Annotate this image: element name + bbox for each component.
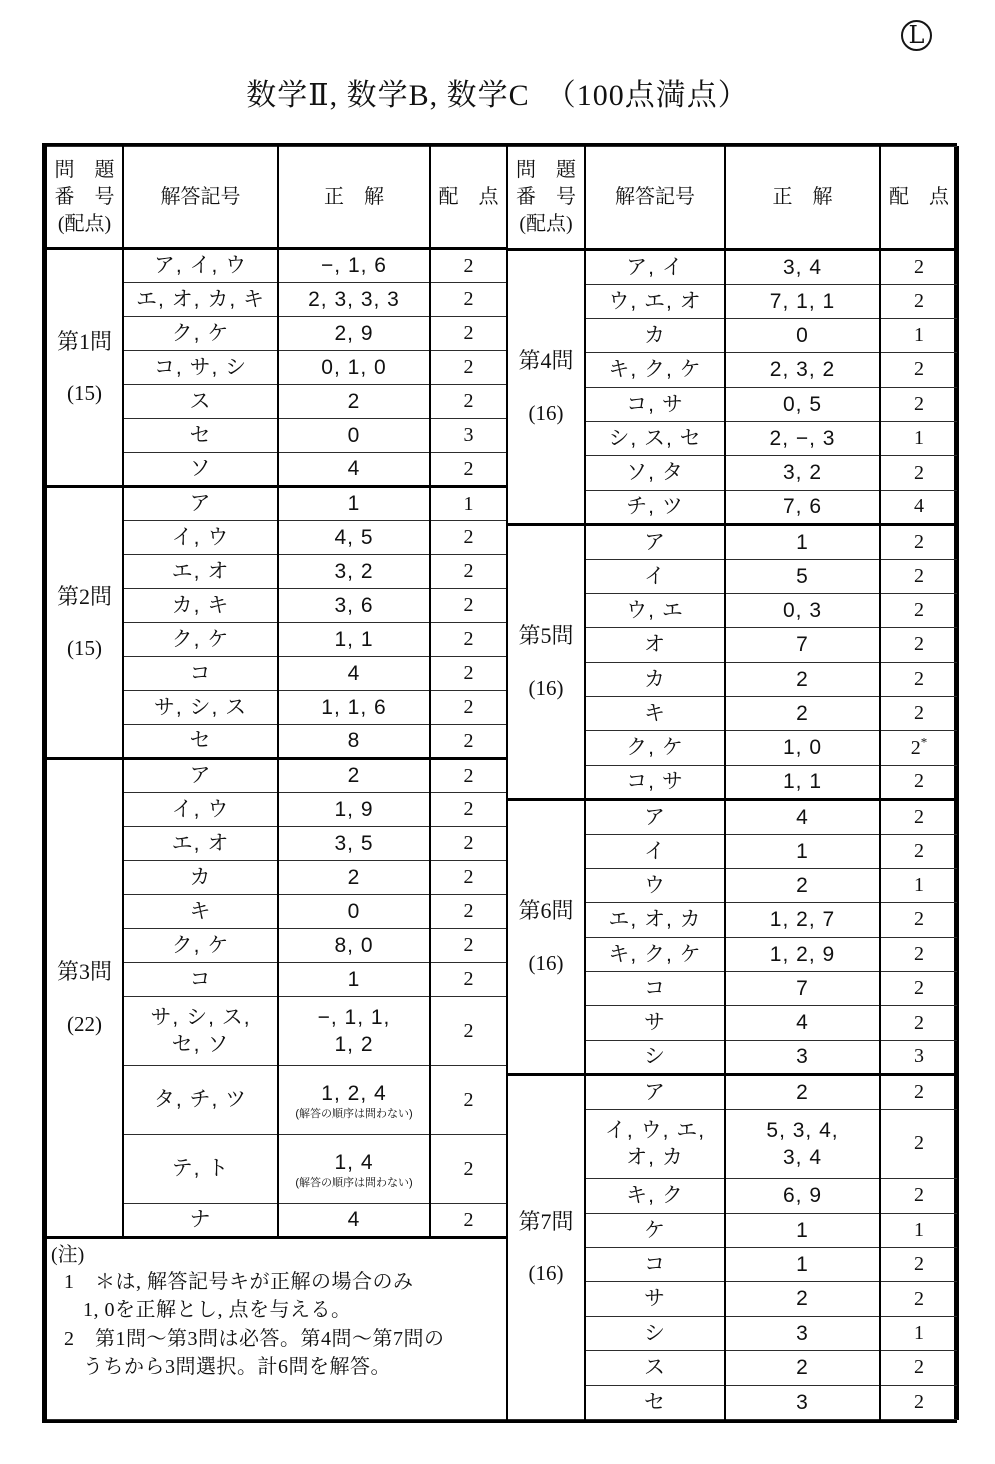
note-heading: (注) bbox=[51, 1244, 85, 1266]
table-row bbox=[46, 759, 507, 793]
correct-answer-cell: 0, 3 bbox=[725, 593, 880, 627]
correct-answer-cell: 1, 2, 4 (解答の順序は問わない) bbox=[278, 1066, 430, 1135]
score-cell: 2 bbox=[880, 387, 958, 421]
circled-l-mark: L bbox=[901, 20, 932, 51]
question-label: 第7問 bbox=[518, 1208, 574, 1234]
question-points: (15) bbox=[67, 381, 102, 406]
right-half-table bbox=[506, 146, 959, 1420]
answer-symbol-cell: セ bbox=[123, 419, 278, 453]
score-cell: 2 bbox=[430, 385, 507, 419]
score-cell: 2 bbox=[880, 834, 958, 868]
answer-symbol-cell: エ, オ bbox=[123, 827, 278, 861]
correct-answer-cell: 1, 4 (解答の順序は問わない) bbox=[278, 1135, 430, 1204]
correct-answer-cell: 7 bbox=[725, 628, 880, 662]
answer-symbol-cell: キ, ク bbox=[585, 1179, 725, 1213]
question-number-cell bbox=[46, 759, 123, 1238]
header-row bbox=[507, 147, 958, 250]
correct-answer-cell: 1 bbox=[725, 834, 880, 868]
score-cell: 2 bbox=[880, 353, 958, 387]
score-cell: 2* bbox=[880, 731, 958, 765]
answer-symbol-cell: ア bbox=[585, 525, 725, 559]
correct-answer-cell: −, 1, 6 bbox=[278, 249, 430, 283]
answer-symbol-cell: ア, イ bbox=[585, 250, 725, 284]
score-cell: 2 bbox=[880, 559, 958, 593]
correct-answer-cell: 1, 9 bbox=[278, 793, 430, 827]
header-correct-answer: 正 解 bbox=[725, 147, 880, 250]
answer-symbol-cell: コ bbox=[585, 972, 725, 1006]
table-row bbox=[507, 525, 958, 559]
question-points: (16) bbox=[528, 675, 564, 700]
correct-answer-cell: 1, 2, 7 bbox=[725, 903, 880, 937]
score-cell: 2 bbox=[430, 963, 507, 997]
header-points: 配 点 bbox=[430, 147, 507, 249]
answer-symbol-cell: ス bbox=[585, 1351, 725, 1385]
correct-answer-cell: 3, 2 bbox=[725, 456, 880, 490]
score-cell: 2 bbox=[880, 1006, 958, 1040]
header-question-number: 問 題 番 号 (配点) bbox=[507, 147, 585, 250]
answer-symbol-cell: イ bbox=[585, 559, 725, 593]
score-cell: 2 bbox=[880, 903, 958, 937]
answer-symbol-cell: ク, ケ bbox=[123, 929, 278, 963]
score-cell: 2 bbox=[880, 1351, 958, 1385]
score-cell: 1 bbox=[880, 318, 958, 352]
correct-answer-cell: 3 bbox=[725, 1040, 880, 1074]
score-cell: 2 bbox=[430, 861, 507, 895]
answer-symbol-cell: キ, ク, ケ bbox=[585, 353, 725, 387]
answer-symbol-cell: コ, サ, シ bbox=[123, 351, 278, 385]
note-row bbox=[46, 1238, 507, 1420]
question-points: (16) bbox=[528, 950, 564, 975]
correct-answer-cell: 1, 1 bbox=[278, 623, 430, 657]
score-cell: 2 bbox=[880, 1282, 958, 1316]
score-cell: 2 bbox=[430, 521, 507, 555]
correct-answer-cell: 8 bbox=[278, 725, 430, 759]
question-points: (22) bbox=[67, 1011, 102, 1036]
table-body bbox=[507, 147, 958, 1420]
score-cell: 3 bbox=[880, 1040, 958, 1074]
correct-answer-cell: 2, 3, 2 bbox=[725, 353, 880, 387]
score-cell: 2 bbox=[430, 929, 507, 963]
correct-answer-cell: 4 bbox=[278, 1204, 430, 1238]
answer-order-note: (解答の順序は問わない) bbox=[295, 1177, 413, 1190]
header-points: 配 点 bbox=[880, 147, 958, 250]
score-cell: 2 bbox=[430, 283, 507, 317]
header-answer-symbol: 解答記号 bbox=[585, 147, 725, 250]
correct-answer-cell: 3, 6 bbox=[278, 589, 430, 623]
half-right-grid bbox=[506, 146, 959, 1420]
question-number-cell bbox=[507, 250, 585, 525]
correct-answer-cell: 2 bbox=[278, 759, 430, 793]
score-cell: 2 bbox=[430, 351, 507, 385]
score-cell: 2 bbox=[880, 662, 958, 696]
header-answer-symbol: 解答記号 bbox=[123, 147, 278, 249]
question-number-cell bbox=[507, 800, 585, 1075]
score-cell: 2 bbox=[880, 284, 958, 318]
score-cell: 1 bbox=[880, 422, 958, 456]
score-cell: 2 bbox=[430, 759, 507, 793]
correct-answer-cell: 4 bbox=[278, 657, 430, 691]
table-body bbox=[46, 147, 507, 1420]
score-cell: 2 bbox=[880, 765, 958, 799]
question-points: (15) bbox=[67, 636, 102, 661]
correct-answer-cell: 2 bbox=[725, 697, 880, 731]
answer-symbol-cell: イ bbox=[585, 834, 725, 868]
correct-answer-cell: 7, 1, 1 bbox=[725, 284, 880, 318]
table-row bbox=[46, 487, 507, 521]
score-cell: 2 bbox=[430, 1204, 507, 1238]
left-half-table bbox=[45, 146, 506, 1420]
correct-answer-cell: 1, 1 bbox=[725, 765, 880, 799]
score-cell: 2 bbox=[880, 1179, 958, 1213]
score-cell: 2 bbox=[430, 589, 507, 623]
question-number-cell bbox=[46, 249, 123, 487]
score-cell: 2 bbox=[880, 250, 958, 284]
answer-symbol-cell: ウ, エ, オ bbox=[585, 284, 725, 318]
answer-symbol-cell: エ, オ bbox=[123, 555, 278, 589]
score-cell: 2 bbox=[430, 317, 507, 351]
answer-symbol-cell: テ, ト bbox=[123, 1135, 278, 1204]
score-cell: 2 bbox=[430, 249, 507, 283]
correct-answer-cell: 2, 3, 3, 3 bbox=[278, 283, 430, 317]
correct-answer-cell: 2 bbox=[725, 868, 880, 902]
table-row bbox=[507, 1075, 958, 1109]
correct-answer-cell: 3 bbox=[725, 1385, 880, 1419]
note-line: 2 第1問〜第3問は必答。第4問〜第7問の bbox=[64, 1327, 445, 1350]
score-cell: 4 bbox=[880, 490, 958, 524]
correct-answer-cell: 2 bbox=[725, 1282, 880, 1316]
correct-answer-cell: 6, 9 bbox=[725, 1179, 880, 1213]
score-cell: 2 bbox=[880, 937, 958, 971]
question-label: 第1問 bbox=[56, 328, 112, 354]
correct-answer-cell: 3, 2 bbox=[278, 555, 430, 589]
question-label: 第4問 bbox=[518, 348, 574, 374]
correct-answer-cell: 1, 0 bbox=[725, 731, 880, 765]
half-left-grid bbox=[45, 146, 508, 1420]
answer-symbol-cell: カ, キ bbox=[123, 589, 278, 623]
correct-answer-cell: 2, 9 bbox=[278, 317, 430, 351]
score-cell: 2 bbox=[880, 1385, 958, 1419]
question-points: (16) bbox=[528, 1261, 564, 1286]
answer-symbol-cell: コ, サ bbox=[585, 765, 725, 799]
correct-answer-cell: 1 bbox=[725, 1213, 880, 1247]
answer-symbol-cell: ソ bbox=[123, 453, 278, 487]
answer-key-table bbox=[42, 143, 957, 1423]
correct-answer-cell: 7, 6 bbox=[725, 490, 880, 524]
answer-symbol-cell: セ bbox=[585, 1385, 725, 1419]
answer-symbol-cell: シ bbox=[585, 1040, 725, 1074]
answer-symbol-cell: ア bbox=[585, 1075, 725, 1109]
question-label: 第2問 bbox=[56, 583, 112, 609]
score-cell: 2 bbox=[880, 628, 958, 662]
score-cell: 2 bbox=[880, 800, 958, 834]
score-cell: 2 bbox=[880, 1109, 958, 1179]
answer-symbol-cell: ウ bbox=[585, 868, 725, 902]
score-cell: 2 bbox=[880, 972, 958, 1006]
note-line: 1 ＊は, 解答記号キが正解の場合のみ bbox=[64, 1271, 414, 1293]
answer-symbol-cell: カ bbox=[585, 318, 725, 352]
score-cell: 2 bbox=[430, 827, 507, 861]
table-row bbox=[507, 250, 958, 284]
correct-answer-cell: 1 bbox=[725, 525, 880, 559]
table-row bbox=[46, 249, 507, 283]
notes-box bbox=[46, 1238, 507, 1420]
answer-symbol-cell: コ bbox=[585, 1248, 725, 1282]
correct-answer-cell: 5, 3, 4, 3, 4 bbox=[725, 1109, 880, 1179]
score-cell: 2 bbox=[430, 453, 507, 487]
answer-symbol-cell: オ bbox=[585, 628, 725, 662]
correct-answer-cell: 2 bbox=[725, 1075, 880, 1109]
question-label: 第5問 bbox=[518, 623, 574, 649]
asterisk-mark: * bbox=[920, 733, 928, 749]
answer-symbol-cell: ク, ケ bbox=[123, 317, 278, 351]
answer-symbol-cell: ソ, タ bbox=[585, 456, 725, 490]
answer-symbol-cell: ア bbox=[123, 487, 278, 521]
answer-symbol-cell: ア bbox=[123, 759, 278, 793]
correct-answer-cell: 1 bbox=[278, 487, 430, 521]
score-cell: 2 bbox=[430, 1066, 507, 1135]
score-cell: 2 bbox=[880, 456, 958, 490]
score-cell: 2 bbox=[880, 1075, 958, 1109]
correct-answer-cell: 7 bbox=[725, 972, 880, 1006]
question-number-cell bbox=[46, 487, 123, 759]
correct-answer-cell: 0 bbox=[278, 419, 430, 453]
note-line: 1, 0を正解とし, 点を与える。 bbox=[83, 1299, 352, 1322]
question-number-cell bbox=[507, 525, 585, 800]
answer-symbol-cell: コ bbox=[123, 657, 278, 691]
question-label: 第6問 bbox=[518, 898, 574, 924]
score-cell: 2 bbox=[430, 657, 507, 691]
answer-symbol-cell: ク, ケ bbox=[123, 623, 278, 657]
correct-answer-cell: 0 bbox=[278, 895, 430, 929]
correct-answer-cell: 4 bbox=[725, 1006, 880, 1040]
score-cell: 2 bbox=[430, 997, 507, 1066]
score-cell: 2 bbox=[430, 555, 507, 589]
answer-symbol-cell: イ, ウ bbox=[123, 793, 278, 827]
correct-answer-cell: 0, 1, 0 bbox=[278, 351, 430, 385]
page-title: 数学Ⅱ, 数学B, 数学C （100点満点） bbox=[246, 79, 749, 112]
answer-symbol-cell: エ, オ, カ, キ bbox=[123, 283, 278, 317]
answer-symbol-cell: サ bbox=[585, 1282, 725, 1316]
correct-answer-cell: 1 bbox=[278, 963, 430, 997]
answer-symbol-cell: カ bbox=[585, 662, 725, 696]
score-cell: 1 bbox=[880, 1213, 958, 1247]
score-cell: 1 bbox=[430, 487, 507, 521]
correct-answer-cell: 5 bbox=[725, 559, 880, 593]
table-row bbox=[507, 800, 958, 834]
correct-answer-cell: 4 bbox=[278, 453, 430, 487]
correct-answer-cell: 2 bbox=[278, 861, 430, 895]
score-cell: 2 bbox=[430, 623, 507, 657]
score-cell: 2 bbox=[430, 793, 507, 827]
answer-symbol-cell: サ, シ, ス bbox=[123, 691, 278, 725]
score-cell: 2 bbox=[430, 1135, 507, 1204]
correct-answer-cell: 3, 4 bbox=[725, 250, 880, 284]
header-row bbox=[46, 147, 507, 249]
question-label: 第3問 bbox=[56, 959, 112, 985]
correct-answer-cell: 2, −, 3 bbox=[725, 422, 880, 456]
correct-answer-cell: 1, 2, 9 bbox=[725, 937, 880, 971]
answer-symbol-cell: エ, オ, カ bbox=[585, 903, 725, 937]
correct-answer-cell: −, 1, 1, 1, 2 bbox=[278, 997, 430, 1066]
answer-symbol-cell: キ bbox=[585, 697, 725, 731]
score-cell: 3 bbox=[430, 419, 507, 453]
correct-answer-cell: 1, 1, 6 bbox=[278, 691, 430, 725]
note-line: うちから3問選択。計6問を解答。 bbox=[83, 1356, 391, 1379]
answer-symbol-cell: ス bbox=[123, 385, 278, 419]
score-cell: 2 bbox=[880, 697, 958, 731]
answer-symbol-cell: チ, ツ bbox=[585, 490, 725, 524]
correct-answer-cell: 4, 5 bbox=[278, 521, 430, 555]
answer-order-note: (解答の順序は問わない) bbox=[295, 1108, 413, 1121]
answer-symbol-cell: キ bbox=[123, 895, 278, 929]
answer-symbol-cell: シ bbox=[585, 1316, 725, 1350]
score-cell: 2 bbox=[430, 725, 507, 759]
answer-symbol-cell: コ bbox=[123, 963, 278, 997]
correct-answer-cell: 1 bbox=[725, 1248, 880, 1282]
correct-answer-cell: 4 bbox=[725, 800, 880, 834]
answer-symbol-cell: セ bbox=[123, 725, 278, 759]
answer-symbol-cell: シ, ス, セ bbox=[585, 422, 725, 456]
answer-symbol-cell: イ, ウ, エ, オ, カ bbox=[585, 1109, 725, 1179]
correct-answer-cell: 3 bbox=[725, 1316, 880, 1350]
correct-answer-cell: 2 bbox=[725, 662, 880, 696]
header-question-number: 問 題 番 号 (配点) bbox=[46, 147, 123, 249]
question-number-cell bbox=[507, 1075, 585, 1420]
correct-answer-cell: 0, 5 bbox=[725, 387, 880, 421]
answer-symbol-cell: サ, シ, ス, セ, ソ bbox=[123, 997, 278, 1066]
answer-symbol-cell: ケ bbox=[585, 1213, 725, 1247]
question-points: (16) bbox=[528, 400, 564, 425]
answer-symbol-cell: ク, ケ bbox=[585, 731, 725, 765]
correct-answer-cell: 2 bbox=[278, 385, 430, 419]
score-cell: 2 bbox=[880, 593, 958, 627]
answer-symbol-cell: ア, イ, ウ bbox=[123, 249, 278, 283]
score-cell: 2 bbox=[880, 1248, 958, 1282]
correct-answer-cell: 3, 5 bbox=[278, 827, 430, 861]
correct-answer-cell: 8, 0 bbox=[278, 929, 430, 963]
answer-symbol-cell: サ bbox=[585, 1006, 725, 1040]
answer-symbol-cell: コ, サ bbox=[585, 387, 725, 421]
answer-symbol-cell: タ, チ, ツ bbox=[123, 1066, 278, 1135]
answer-symbol-cell: キ, ク, ケ bbox=[585, 937, 725, 971]
answer-symbol-cell: イ, ウ bbox=[123, 521, 278, 555]
score-cell: 2 bbox=[430, 895, 507, 929]
answer-symbol-cell: ア bbox=[585, 800, 725, 834]
header-correct-answer: 正 解 bbox=[278, 147, 430, 249]
score-cell: 2 bbox=[430, 691, 507, 725]
score-cell: 1 bbox=[880, 868, 958, 902]
answer-symbol-cell: カ bbox=[123, 861, 278, 895]
score-cell: 2 bbox=[880, 525, 958, 559]
answer-symbol-cell: ウ, エ bbox=[585, 593, 725, 627]
score-cell: 1 bbox=[880, 1316, 958, 1350]
answer-symbol-cell: ナ bbox=[123, 1204, 278, 1238]
correct-answer-cell: 2 bbox=[725, 1351, 880, 1385]
correct-answer-cell: 0 bbox=[725, 318, 880, 352]
